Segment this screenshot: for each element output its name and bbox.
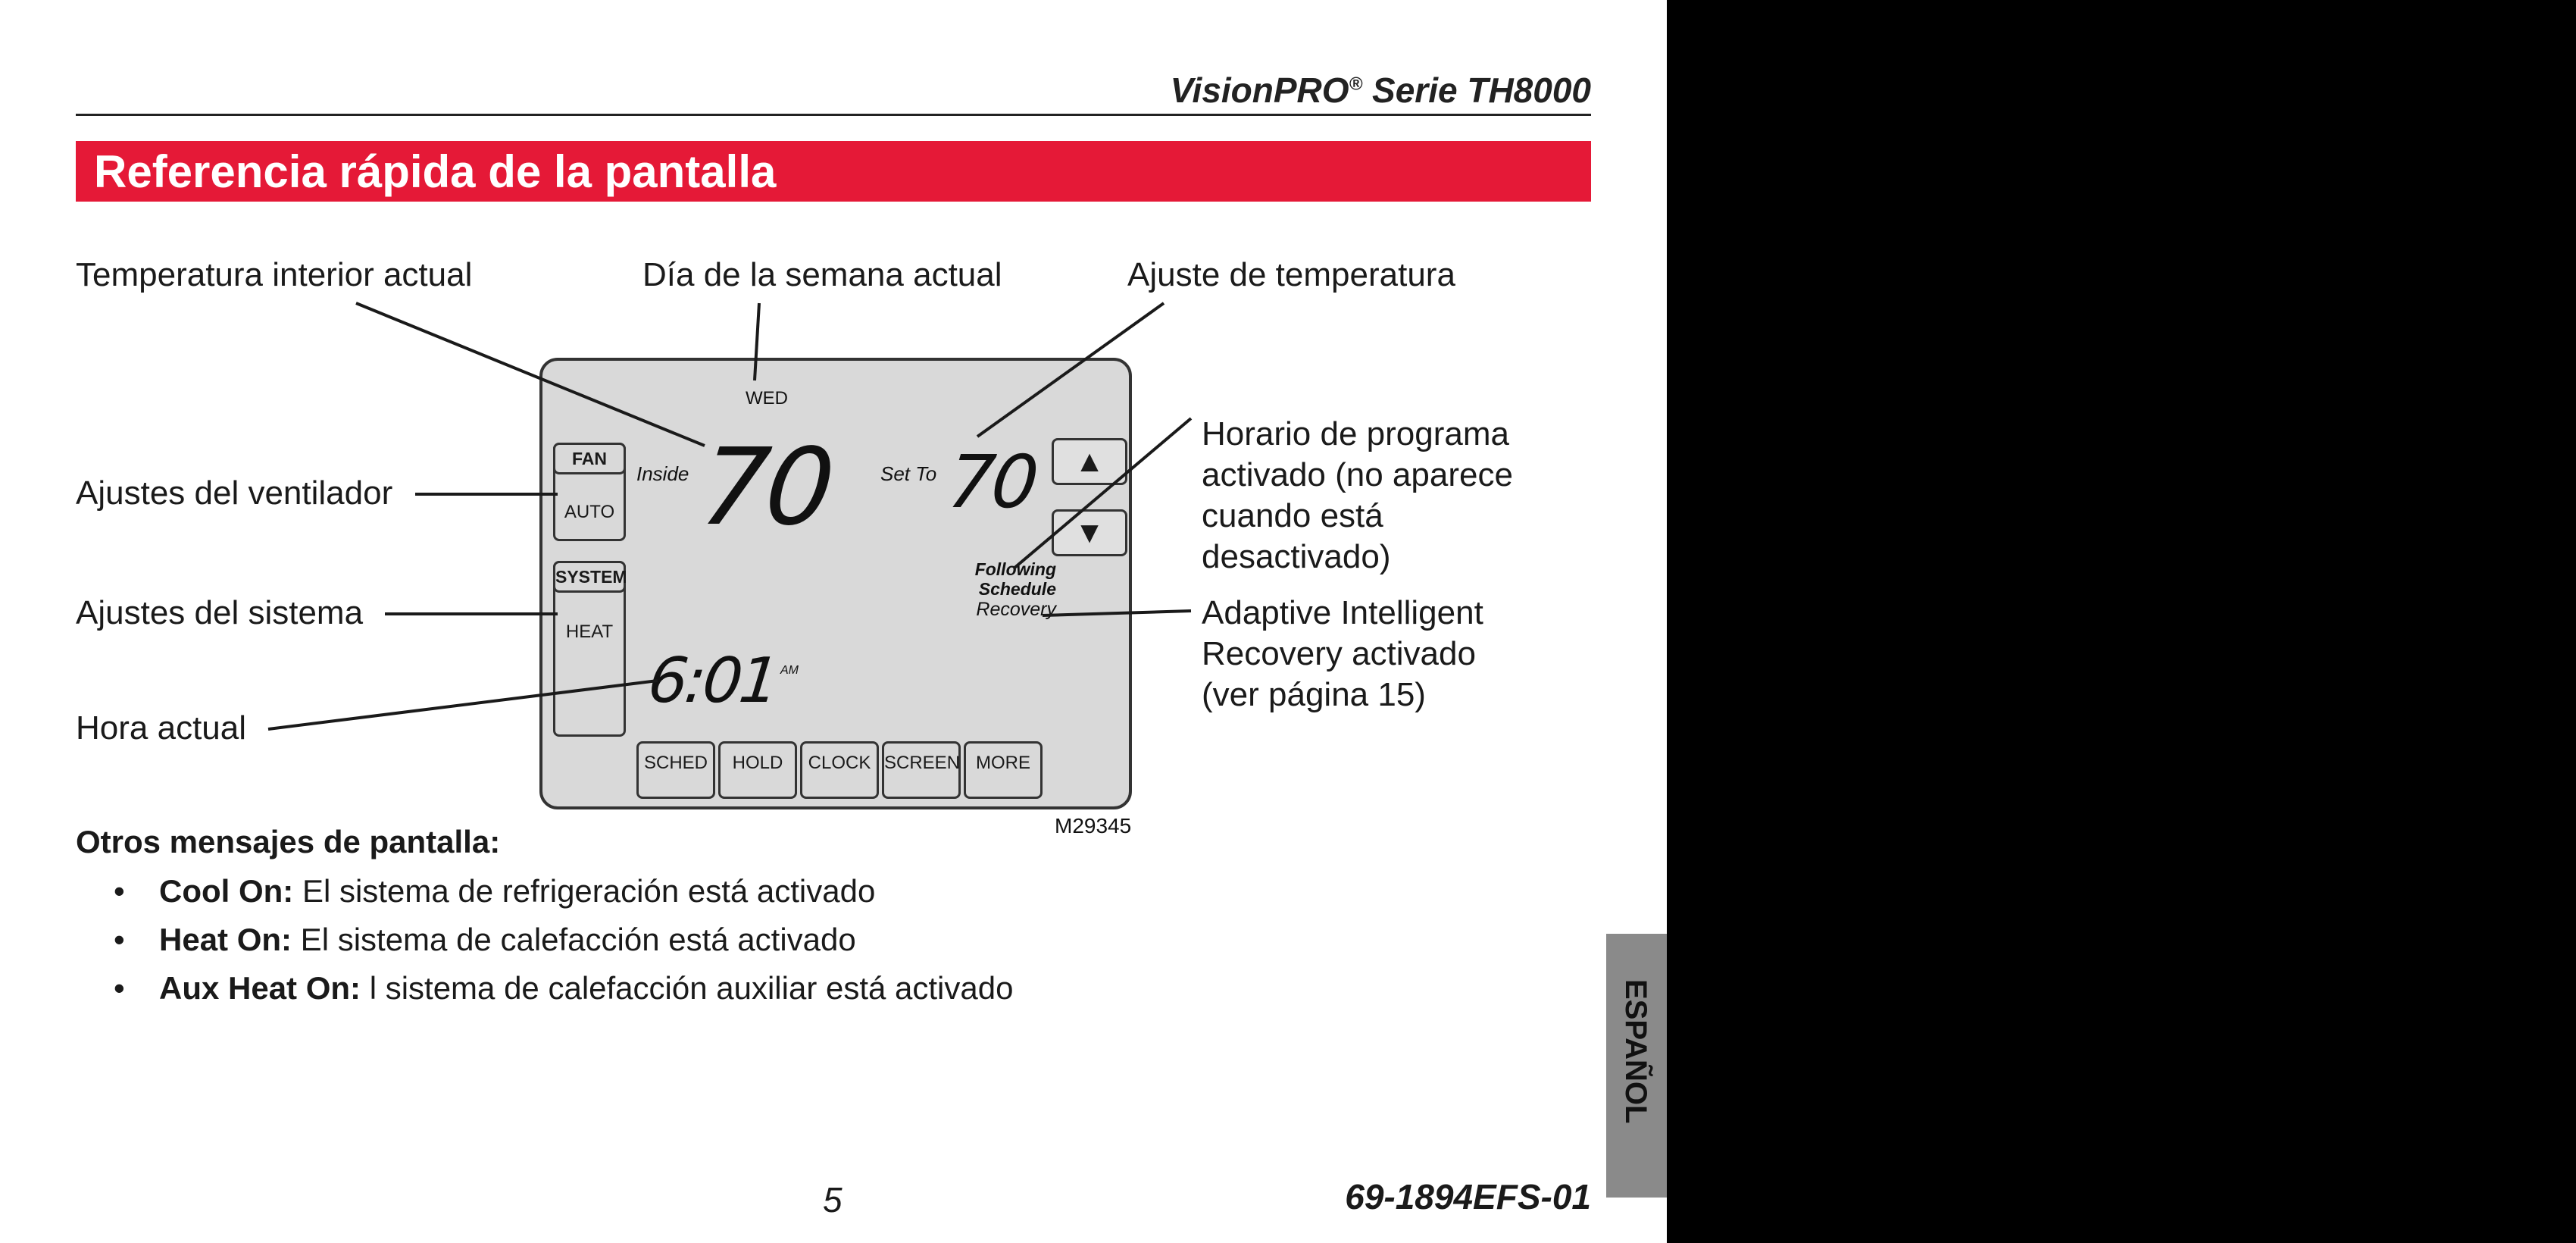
message-item-cool-on (114, 873, 875, 910)
set-to-label: Set To (880, 462, 937, 485)
fan-button[interactable]: FAN (553, 443, 626, 474)
up-arrow-icon: ▲ (1074, 444, 1105, 478)
message-label: Cool On: (159, 873, 294, 909)
product-name: VisionPRO (1170, 70, 1349, 110)
callout-recovery-line-2: Recovery activado (1202, 635, 1476, 672)
callout-schedule-line-4: desactivado) (1202, 538, 1391, 575)
bullet-dot: • (114, 873, 125, 909)
language-tab-label: ESPAÑOL (1619, 979, 1652, 1124)
recovery-indicator: Recovery (976, 599, 1056, 620)
callout-fan: Ajustes del ventilador (76, 474, 393, 512)
leader-time (268, 681, 658, 729)
black-margin (1667, 0, 2576, 1243)
system-mode-value: HEAT (565, 622, 614, 642)
more-button[interactable]: MORE (964, 741, 1043, 799)
callout-system: Ajustes del sistema (76, 594, 364, 631)
leader-weekday (755, 303, 759, 380)
inside-label: Inside (636, 462, 689, 485)
callout-recovery-line-1: Adaptive Intelligent (1202, 594, 1483, 631)
current-time: 6:01 (645, 645, 780, 717)
messages-heading: Otros mensajes de pantalla: (76, 824, 501, 859)
am-pm-indicator: AM (780, 664, 799, 677)
down-arrow-icon: ▼ (1074, 515, 1105, 549)
weekday-indicator: WED (746, 388, 788, 409)
bullet-dot: • (114, 922, 125, 957)
page-number: 5 (823, 1180, 843, 1220)
clock-button[interactable]: CLOCK (800, 741, 879, 799)
message-text: l sistema de calefacción auxiliar está activado (361, 970, 1014, 1006)
message-item-aux-heat-on (114, 970, 1013, 1007)
fan-mode-value: AUTO (564, 502, 615, 522)
callout-time: Hora actual (76, 709, 247, 747)
callout-schedule-line-3: cuando está (1202, 497, 1383, 534)
figure-id: M29345 (1055, 814, 1132, 838)
message-label: Heat On: (159, 922, 292, 957)
message-text: El sistema de refrigeración está activado (293, 873, 876, 909)
language-tab (1606, 934, 1667, 1198)
schedule-text: Schedule (978, 579, 1056, 599)
inside-temperature: 70 (695, 426, 837, 549)
callout-schedule-line-1: Horario de programa (1202, 415, 1509, 452)
callout-weekday: Día de la semana actual (642, 256, 1002, 293)
leader-recovery (1043, 611, 1191, 615)
sched-button[interactable]: SCHED (636, 741, 715, 799)
document-code: 69-1894EFS-01 (1345, 1177, 1591, 1216)
section-title: Referencia rápida de la pantalla (94, 146, 777, 197)
bullet-dot: • (114, 970, 125, 1006)
callout-recovery-line-3: (ver página 15) (1202, 676, 1426, 713)
callout-setpoint: Ajuste de temperatura (1127, 256, 1455, 293)
callout-indoor-temp: Temperatura interior actual (76, 256, 473, 293)
hold-button[interactable]: HOLD (718, 741, 797, 799)
product-series: Serie TH8000 (1362, 70, 1591, 110)
registered-mark: ® (1349, 74, 1363, 95)
leader-setpoint (977, 303, 1164, 437)
message-item-heat-on (114, 922, 856, 958)
leader-schedule (1014, 418, 1191, 568)
following-text: Following (974, 559, 1056, 579)
message-text: El sistema de calefacción está activado (292, 922, 856, 957)
system-button[interactable]: SYSTEM (553, 561, 626, 593)
message-label: Aux Heat On: (159, 970, 361, 1006)
set-temperature: 70 (944, 440, 1040, 524)
callout-schedule-line-2: activado (no aparece (1202, 456, 1513, 493)
leader-indoor-temp (356, 303, 705, 446)
screen-button[interactable]: SCREEN (882, 741, 961, 799)
